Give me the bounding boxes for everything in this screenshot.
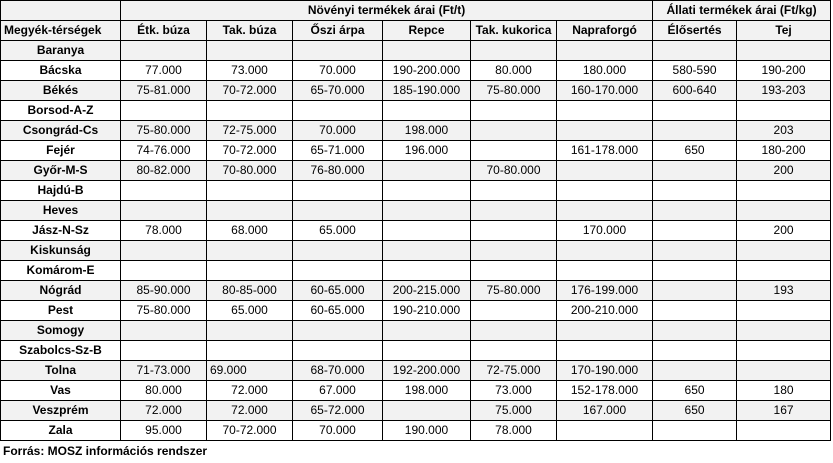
- price-cell: [653, 101, 737, 121]
- price-cell: 200: [737, 221, 831, 241]
- county-cell: Hajdú-B: [1, 181, 121, 201]
- price-cell: [471, 41, 557, 61]
- animal-prices-header: Állati termékek árai (Ft/kg): [653, 1, 831, 21]
- price-cell: 74-76.000: [121, 141, 207, 161]
- county-cell: Bácska: [1, 61, 121, 81]
- table-row: [1, 381, 831, 401]
- price-cell: 180-200: [737, 141, 831, 161]
- price-cell: [383, 341, 471, 361]
- price-cell: 200: [737, 161, 831, 181]
- price-cell: 80.000: [121, 381, 207, 401]
- price-cell: [471, 301, 557, 321]
- price-cell: [471, 341, 557, 361]
- column-header-rapeseed: Repce: [383, 21, 471, 41]
- price-cell: 70-72.000: [207, 81, 293, 101]
- price-cell: [653, 421, 737, 441]
- price-cell: 193: [737, 281, 831, 301]
- price-cell: [653, 321, 737, 341]
- price-cell: 70-80.000: [471, 161, 557, 181]
- price-cell: 196.000: [383, 141, 471, 161]
- table-row: [1, 281, 831, 301]
- price-cell: [737, 201, 831, 221]
- price-cell: [737, 41, 831, 61]
- price-cell: 68.000: [207, 221, 293, 241]
- price-cell: 167: [737, 401, 831, 421]
- price-cell: [653, 261, 737, 281]
- price-cell: [121, 101, 207, 121]
- column-header-live-pig: Élősertés: [653, 21, 737, 41]
- price-cell: [207, 201, 293, 221]
- price-cell: [471, 261, 557, 281]
- price-cell: 167.000: [557, 401, 653, 421]
- price-cell: [471, 141, 557, 161]
- price-cell: [653, 341, 737, 361]
- price-cell: 80-82.000: [121, 161, 207, 181]
- price-cell: 65-70.000: [293, 81, 383, 101]
- price-cell: 72-75.000: [207, 121, 293, 141]
- price-cell: 152-178.000: [557, 381, 653, 401]
- price-cell: [293, 201, 383, 221]
- price-cell: [653, 361, 737, 381]
- header-columns-row: [1, 21, 831, 41]
- price-cell: 76-80.000: [293, 161, 383, 181]
- county-cell: Jász-N-Sz: [1, 221, 121, 241]
- price-cell: [293, 261, 383, 281]
- price-cell: 65-71.000: [293, 141, 383, 161]
- county-cell: Nógrád: [1, 281, 121, 301]
- price-cell: 70-80.000: [207, 161, 293, 181]
- price-cell: [471, 321, 557, 341]
- price-cell: [737, 181, 831, 201]
- column-header-milk: Tej: [737, 21, 831, 41]
- price-cell: [383, 161, 471, 181]
- column-header-food-wheat: Étk. búza: [121, 21, 207, 41]
- price-cell: 190.000: [383, 421, 471, 441]
- price-cell: 160-170.000: [557, 81, 653, 101]
- price-cell: [557, 161, 653, 181]
- column-header-winter-barley: Őszi árpa: [293, 21, 383, 41]
- price-cell: [293, 241, 383, 261]
- price-cell: 180: [737, 381, 831, 401]
- county-cell: Vas: [1, 381, 121, 401]
- county-cell: Baranya: [1, 41, 121, 61]
- price-cell: [737, 301, 831, 321]
- price-cell: [557, 341, 653, 361]
- county-cell: Szabolcs-Sz-B: [1, 341, 121, 361]
- price-cell: 60-65.000: [293, 301, 383, 321]
- table-row: [1, 241, 831, 261]
- price-cell: [383, 181, 471, 201]
- price-cell: 190-210.000: [383, 301, 471, 321]
- price-cell: [207, 321, 293, 341]
- price-cell: [383, 401, 471, 421]
- price-cell: [653, 121, 737, 141]
- county-cell: Győr-M-S: [1, 161, 121, 181]
- price-cell: 72.000: [121, 401, 207, 421]
- price-cell: [293, 101, 383, 121]
- price-cell: 72.000: [207, 381, 293, 401]
- price-cell: 75-80.000: [471, 281, 557, 301]
- price-cell: [737, 421, 831, 441]
- price-cell: [207, 181, 293, 201]
- price-cell: 75-80.000: [121, 301, 207, 321]
- price-cell: [383, 241, 471, 261]
- source-note: Forrás: MOSZ információs rendszer: [3, 444, 208, 458]
- price-cell: [653, 161, 737, 181]
- price-cell: [557, 261, 653, 281]
- price-cell: [207, 261, 293, 281]
- table-row: [1, 341, 831, 361]
- price-cell: [121, 241, 207, 261]
- price-cell: 203: [737, 121, 831, 141]
- table-row: [1, 321, 831, 341]
- price-cell: [653, 201, 737, 221]
- price-cell: [653, 181, 737, 201]
- price-cell: 193-203: [737, 81, 831, 101]
- table-row: [1, 41, 831, 61]
- price-cell: [471, 241, 557, 261]
- price-cell: [737, 261, 831, 281]
- table-row: [1, 181, 831, 201]
- price-cell: [207, 41, 293, 61]
- column-header-feed-wheat: Tak. búza: [207, 21, 293, 41]
- price-cell: 72.000: [207, 401, 293, 421]
- price-cell: [737, 341, 831, 361]
- table-row: [1, 141, 831, 161]
- price-cell: [293, 341, 383, 361]
- price-cell: 67.000: [293, 381, 383, 401]
- county-cell: Pest: [1, 301, 121, 321]
- price-cell: [653, 281, 737, 301]
- price-cell: 75-80.000: [471, 81, 557, 101]
- price-cell: 73.000: [207, 61, 293, 81]
- table-row: [1, 201, 831, 221]
- county-cell: Borsod-A-Z: [1, 101, 121, 121]
- price-cell: [557, 101, 653, 121]
- price-cell: 70.000: [293, 421, 383, 441]
- county-cell: Zala: [1, 421, 121, 441]
- price-cell: 650: [653, 401, 737, 421]
- price-cell: 198.000: [383, 121, 471, 141]
- price-cell: 65.000: [207, 301, 293, 321]
- price-cell: [121, 341, 207, 361]
- price-cell: [121, 201, 207, 221]
- table-row: [1, 401, 831, 421]
- price-cell: [293, 41, 383, 61]
- price-cell: 180.000: [557, 61, 653, 81]
- price-cell: 170-190.000: [557, 361, 653, 381]
- price-cell: 77.000: [121, 61, 207, 81]
- price-cell: [557, 121, 653, 141]
- price-cell: 80-85-000: [207, 281, 293, 301]
- price-cell: [471, 221, 557, 241]
- price-cell: 161-178.000: [557, 141, 653, 161]
- price-cell: 60-65.000: [293, 281, 383, 301]
- price-cell: 190-200: [737, 61, 831, 81]
- price-cell: [737, 321, 831, 341]
- price-cell: 78.000: [471, 421, 557, 441]
- price-cell: 72-75.000: [471, 361, 557, 381]
- price-cell: 78.000: [121, 221, 207, 241]
- price-cell: 80.000: [471, 61, 557, 81]
- county-cell: Csongrád-Cs: [1, 121, 121, 141]
- county-cell: Veszprém: [1, 401, 121, 421]
- price-cell: [383, 321, 471, 341]
- price-cell: [121, 41, 207, 61]
- county-cell: Somogy: [1, 321, 121, 341]
- table-row: [1, 161, 831, 181]
- table-row: [1, 421, 831, 441]
- county-cell: Kiskunság: [1, 241, 121, 261]
- price-cell: 69.000: [207, 361, 293, 381]
- price-cell: [471, 101, 557, 121]
- price-cell: [383, 221, 471, 241]
- price-cell: [557, 321, 653, 341]
- price-cell: [207, 241, 293, 261]
- price-cell: 200-210.000: [557, 301, 653, 321]
- price-cell: 600-640: [653, 81, 737, 101]
- price-cell: [653, 41, 737, 61]
- price-cell: [737, 361, 831, 381]
- price-cell: [293, 321, 383, 341]
- price-cell: 70-72.000: [207, 421, 293, 441]
- price-cell: [737, 101, 831, 121]
- price-cell: 70.000: [293, 121, 383, 141]
- price-cell: [383, 41, 471, 61]
- table-row: [1, 361, 831, 381]
- price-cell: 65.000: [293, 221, 383, 241]
- price-cell: [653, 221, 737, 241]
- table-row: [1, 221, 831, 241]
- price-cell: [653, 241, 737, 261]
- price-cell: [121, 181, 207, 201]
- price-cell: [557, 241, 653, 261]
- price-cell: [471, 121, 557, 141]
- price-cell: 650: [653, 141, 737, 161]
- county-cell: Fejér: [1, 141, 121, 161]
- table-row: [1, 261, 831, 281]
- price-cell: [737, 241, 831, 261]
- price-cell: 198.000: [383, 381, 471, 401]
- county-cell: Heves: [1, 201, 121, 221]
- price-cell: [557, 201, 653, 221]
- price-cell: 192-200.000: [383, 361, 471, 381]
- table-row: [1, 301, 831, 321]
- price-cell: [293, 181, 383, 201]
- table-body: [1, 41, 831, 441]
- county-cell: Komárom-E: [1, 261, 121, 281]
- price-cell: 176-199.000: [557, 281, 653, 301]
- header-corner: [1, 1, 121, 21]
- price-cell: 68-70.000: [293, 361, 383, 381]
- price-cell: 75-80.000: [121, 121, 207, 141]
- price-cell: [557, 181, 653, 201]
- price-cell: 70.000: [293, 61, 383, 81]
- price-cell: [207, 101, 293, 121]
- price-cell: [383, 201, 471, 221]
- price-cell: 190-200.000: [383, 61, 471, 81]
- table-row: [1, 101, 831, 121]
- price-cell: [557, 41, 653, 61]
- price-cell: 70-72.000: [207, 141, 293, 161]
- price-cell: 65-72.000: [293, 401, 383, 421]
- table-row: [1, 81, 831, 101]
- price-cell: [471, 181, 557, 201]
- price-cell: [383, 101, 471, 121]
- county-cell: Tolna: [1, 361, 121, 381]
- price-cell: 73.000: [471, 381, 557, 401]
- county-cell: Békés: [1, 81, 121, 101]
- price-cell: [471, 201, 557, 221]
- table-row: [1, 61, 831, 81]
- price-cell: [121, 261, 207, 281]
- column-header-sunflower: Napraforgó: [557, 21, 653, 41]
- price-cell: 650: [653, 381, 737, 401]
- price-cell: [121, 321, 207, 341]
- header-group-row: [1, 1, 831, 21]
- column-header-feed-corn: Tak. kukorica: [471, 21, 557, 41]
- column-header-county: Megyék-térségek: [1, 21, 121, 41]
- price-cell: 170.000: [557, 221, 653, 241]
- plant-prices-header: Növényi termékek árai (Ft/t): [121, 1, 653, 21]
- price-cell: 75-81.000: [121, 81, 207, 101]
- table-row: [1, 121, 831, 141]
- price-cell: 200-215.000: [383, 281, 471, 301]
- price-cell: 75.000: [471, 401, 557, 421]
- price-cell: 71-73.000: [121, 361, 207, 381]
- price-cell: [557, 421, 653, 441]
- price-cell: [207, 341, 293, 361]
- price-cell: [383, 261, 471, 281]
- price-cell: 95.000: [121, 421, 207, 441]
- price-cell: 580-590: [653, 61, 737, 81]
- price-cell: 85-90.000: [121, 281, 207, 301]
- price-cell: 185-190.000: [383, 81, 471, 101]
- price-cell: [653, 301, 737, 321]
